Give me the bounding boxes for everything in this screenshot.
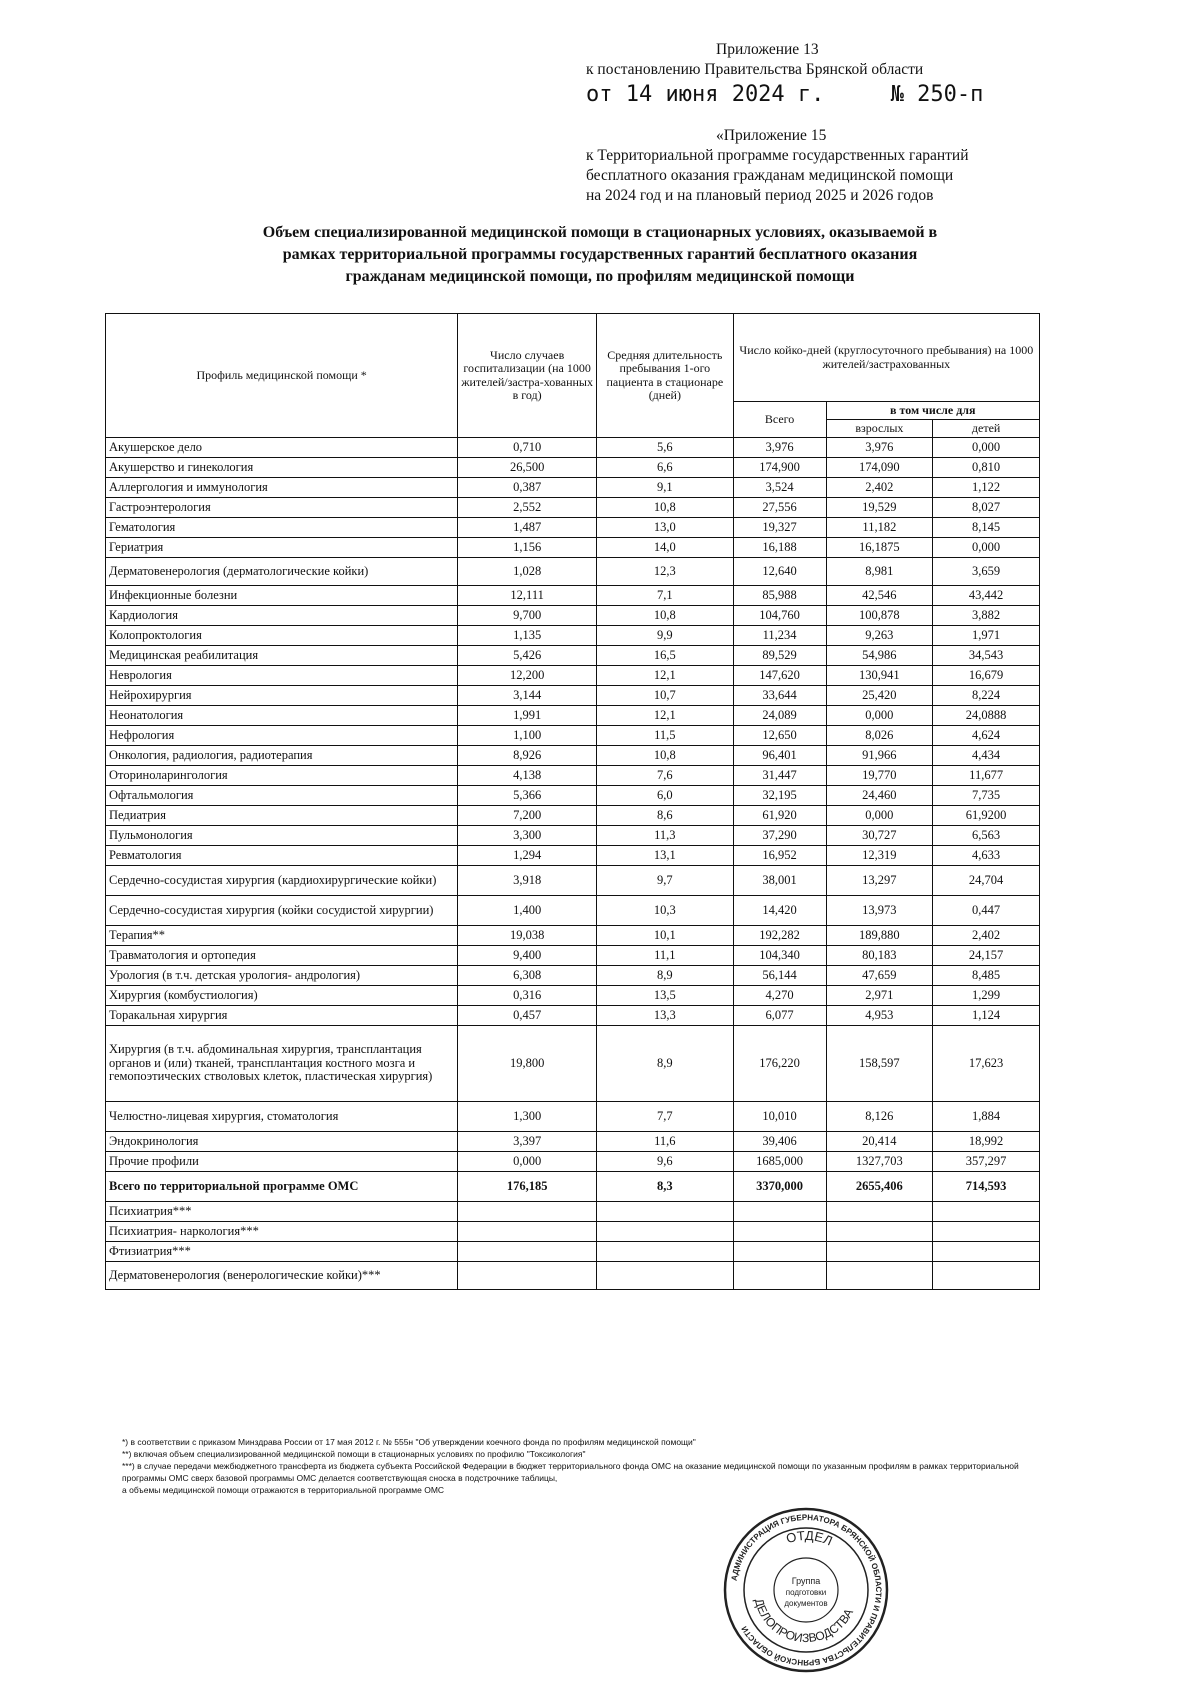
stamp-center-3: документов bbox=[784, 1599, 828, 1608]
adults-cell: 2655,406 bbox=[826, 1172, 933, 1202]
table-row bbox=[106, 1242, 1040, 1262]
adults-cell: 19,770 bbox=[826, 766, 933, 786]
total-cell: 96,401 bbox=[733, 746, 826, 766]
table-row bbox=[106, 1172, 1040, 1202]
avg-stay-cell: 12,3 bbox=[597, 558, 734, 586]
document-header bbox=[586, 40, 983, 206]
cases-cell: 3,918 bbox=[458, 866, 597, 896]
profile-cell: Акушерское дело bbox=[106, 438, 458, 458]
adults-cell: 8,026 bbox=[826, 726, 933, 746]
children-cell: 4,633 bbox=[933, 846, 1040, 866]
adults-cell: 1327,703 bbox=[826, 1152, 933, 1172]
children-cell: 61,9200 bbox=[933, 806, 1040, 826]
children-cell bbox=[933, 1242, 1040, 1262]
children-cell: 24,0888 bbox=[933, 706, 1040, 726]
avg-stay-cell: 5,6 bbox=[597, 438, 734, 458]
cases-cell: 0,387 bbox=[458, 478, 597, 498]
children-cell: 8,485 bbox=[933, 966, 1040, 986]
profile-cell: Дерматовенерология (дерматологические койки) bbox=[106, 558, 458, 586]
adults-cell: 12,319 bbox=[826, 846, 933, 866]
table-row bbox=[106, 666, 1040, 686]
header-total: Всего bbox=[733, 402, 826, 438]
table-row bbox=[106, 806, 1040, 826]
total-cell: 61,920 bbox=[733, 806, 826, 826]
cases-cell: 9,700 bbox=[458, 606, 597, 626]
table-row bbox=[106, 686, 1040, 706]
total-cell: 27,556 bbox=[733, 498, 826, 518]
adults-cell: 158,597 bbox=[826, 1026, 933, 1102]
children-cell: 4,434 bbox=[933, 746, 1040, 766]
children-cell: 43,442 bbox=[933, 586, 1040, 606]
children-cell bbox=[933, 1202, 1040, 1222]
avg-stay-cell: 10,1 bbox=[597, 926, 734, 946]
profile-cell: Аллергология и иммунология bbox=[106, 478, 458, 498]
avg-stay-cell: 10,7 bbox=[597, 686, 734, 706]
adults-cell: 189,880 bbox=[826, 926, 933, 946]
total-cell: 11,234 bbox=[733, 626, 826, 646]
cases-cell: 1,028 bbox=[458, 558, 597, 586]
avg-stay-cell: 6,0 bbox=[597, 786, 734, 806]
total-cell: 3370,000 bbox=[733, 1172, 826, 1202]
cases-cell bbox=[458, 1242, 597, 1262]
program-appendix-number: «Приложение 15 bbox=[716, 127, 827, 144]
header-avg-stay: Средняя длительность пребывания 1-ого пациента в стационаре (дней) bbox=[597, 314, 734, 438]
cases-cell: 1,135 bbox=[458, 626, 597, 646]
header-including: в том числе для bbox=[826, 402, 1040, 420]
cases-cell: 176,185 bbox=[458, 1172, 597, 1202]
table-row bbox=[106, 646, 1040, 666]
adults-cell: 42,546 bbox=[826, 586, 933, 606]
total-cell: 89,529 bbox=[733, 646, 826, 666]
document-title bbox=[100, 222, 1100, 288]
avg-stay-cell: 11,5 bbox=[597, 726, 734, 746]
children-cell bbox=[933, 1222, 1040, 1242]
total-cell: 192,282 bbox=[733, 926, 826, 946]
cases-cell: 1,300 bbox=[458, 1102, 597, 1132]
total-cell: 176,220 bbox=[733, 1026, 826, 1102]
children-cell: 8,224 bbox=[933, 686, 1040, 706]
table-row bbox=[106, 926, 1040, 946]
adults-cell: 4,953 bbox=[826, 1006, 933, 1026]
cases-cell: 7,200 bbox=[458, 806, 597, 826]
avg-stay-cell: 8,3 bbox=[597, 1172, 734, 1202]
program-reference-2: бесплатного оказания гражданам медицинской помощи bbox=[586, 167, 954, 184]
adults-cell: 13,297 bbox=[826, 866, 933, 896]
table-row bbox=[106, 826, 1040, 846]
total-cell: 12,650 bbox=[733, 726, 826, 746]
adults-cell bbox=[826, 1242, 933, 1262]
avg-stay-cell: 16,5 bbox=[597, 646, 734, 666]
adults-cell: 9,263 bbox=[826, 626, 933, 646]
avg-stay-cell bbox=[597, 1242, 734, 1262]
children-cell: 8,027 bbox=[933, 498, 1040, 518]
adults-cell: 8,981 bbox=[826, 558, 933, 586]
adults-cell: 30,727 bbox=[826, 826, 933, 846]
total-cell: 14,420 bbox=[733, 896, 826, 926]
total-cell: 3,524 bbox=[733, 478, 826, 498]
avg-stay-cell: 10,3 bbox=[597, 896, 734, 926]
profile-cell: Педиатрия bbox=[106, 806, 458, 826]
adults-cell: 13,973 bbox=[826, 896, 933, 926]
header-profile: Профиль медицинской помощи * bbox=[106, 314, 458, 438]
cases-cell: 26,500 bbox=[458, 458, 597, 478]
volume-table bbox=[105, 313, 1040, 1290]
profile-cell: Кардиология bbox=[106, 606, 458, 626]
avg-stay-cell: 12,1 bbox=[597, 666, 734, 686]
adults-cell: 3,976 bbox=[826, 438, 933, 458]
children-cell: 3,882 bbox=[933, 606, 1040, 626]
table-row bbox=[106, 626, 1040, 646]
avg-stay-cell: 13,3 bbox=[597, 1006, 734, 1026]
total-cell: 39,406 bbox=[733, 1132, 826, 1152]
profile-cell: Торакальная хирургия bbox=[106, 1006, 458, 1026]
title-line-2: рамках территориальной программы государственных гарантий бесплатного оказания bbox=[282, 246, 918, 263]
adults-cell: 11,182 bbox=[826, 518, 933, 538]
cases-cell: 1,294 bbox=[458, 846, 597, 866]
cases-cell bbox=[458, 1262, 597, 1290]
children-cell: 1,299 bbox=[933, 986, 1040, 1006]
profile-cell: Гастроэнтерология bbox=[106, 498, 458, 518]
cases-cell bbox=[458, 1202, 597, 1222]
avg-stay-cell bbox=[597, 1202, 734, 1222]
header-cases: Число случаев госпитализации (на 1000 жителей/застра-хованных в год) bbox=[458, 314, 597, 438]
cases-cell: 12,200 bbox=[458, 666, 597, 686]
children-cell: 0,810 bbox=[933, 458, 1040, 478]
profile-cell: Нефрология bbox=[106, 726, 458, 746]
cases-cell: 8,926 bbox=[458, 746, 597, 766]
table-row bbox=[106, 1222, 1040, 1242]
children-cell: 34,543 bbox=[933, 646, 1040, 666]
resolution-reference: к постановлению Правительства Брянской области bbox=[586, 61, 924, 78]
avg-stay-cell: 9,9 bbox=[597, 626, 734, 646]
program-reference-3: на 2024 год и на плановый период 2025 и 2026 годов bbox=[586, 187, 934, 204]
cases-cell: 1,400 bbox=[458, 896, 597, 926]
table-body bbox=[106, 438, 1040, 1290]
footnote-3: ***) в случае передачи межбюджетного трансферта из бюджета субъекта Российской Федерации в бюджет территориального фонда ОМС на оказание медицинской помощи по указанным профилям в рамках территориальной программы ОМС сверх базовой программы ОМС делается соответствующая сноска в подстрочнике таблицы, bbox=[122, 1461, 1019, 1483]
table-row bbox=[106, 458, 1040, 478]
avg-stay-cell: 13,5 bbox=[597, 986, 734, 1006]
profile-cell: Гематология bbox=[106, 518, 458, 538]
table-row bbox=[106, 986, 1040, 1006]
avg-stay-cell: 13,0 bbox=[597, 518, 734, 538]
stamp-center-2: подготовки bbox=[785, 1588, 827, 1597]
footnote-2: **) включая объем специализированной медицинской помощи в стационарных условиях по профилю "Токсикология" bbox=[122, 1449, 586, 1459]
profile-cell: Психиатрия- наркология*** bbox=[106, 1222, 458, 1242]
table-row bbox=[106, 1026, 1040, 1102]
adults-cell: 130,941 bbox=[826, 666, 933, 686]
adults-cell: 80,183 bbox=[826, 946, 933, 966]
table-row bbox=[106, 586, 1040, 606]
adults-cell: 2,402 bbox=[826, 478, 933, 498]
table-row bbox=[106, 786, 1040, 806]
profile-cell: Неврология bbox=[106, 666, 458, 686]
table-row bbox=[106, 766, 1040, 786]
cases-cell: 5,366 bbox=[458, 786, 597, 806]
total-cell: 56,144 bbox=[733, 966, 826, 986]
adults-cell bbox=[826, 1262, 933, 1290]
cases-cell: 0,710 bbox=[458, 438, 597, 458]
children-cell: 16,679 bbox=[933, 666, 1040, 686]
children-cell: 0,447 bbox=[933, 896, 1040, 926]
adults-cell bbox=[826, 1222, 933, 1242]
footnote-4: а объемы медицинской помощи отражаются в территориальной программе ОМС bbox=[122, 1485, 445, 1495]
total-cell: 104,340 bbox=[733, 946, 826, 966]
avg-stay-cell: 9,7 bbox=[597, 866, 734, 896]
adults-cell: 47,659 bbox=[826, 966, 933, 986]
cases-cell bbox=[458, 1222, 597, 1242]
total-cell: 24,089 bbox=[733, 706, 826, 726]
total-cell: 33,644 bbox=[733, 686, 826, 706]
program-reference-1: к Территориальной программе государственных гарантий bbox=[586, 147, 969, 164]
table-row bbox=[106, 606, 1040, 626]
avg-stay-cell: 9,6 bbox=[597, 1152, 734, 1172]
avg-stay-cell: 9,1 bbox=[597, 478, 734, 498]
total-cell: 147,620 bbox=[733, 666, 826, 686]
profile-cell: Дерматовенерология (венерологические койки)*** bbox=[106, 1262, 458, 1290]
table-row bbox=[106, 498, 1040, 518]
header-children: детей bbox=[933, 420, 1040, 438]
profile-cell: Акушерство и гинекология bbox=[106, 458, 458, 478]
adults-cell: 16,1875 bbox=[826, 538, 933, 558]
table-row bbox=[106, 1152, 1040, 1172]
profile-cell: Нейрохирургия bbox=[106, 686, 458, 706]
title-line-3: гражданам медицинской помощи, по профилям медицинской помощи bbox=[345, 268, 855, 285]
profile-cell: Хирургия (в т.ч. абдоминальная хирургия, трансплантация органов и (или) тканей, трансплантация костного мозга и гемопоэтических стволовых клеток, пластическая хирургия) bbox=[106, 1026, 458, 1102]
cases-cell: 3,397 bbox=[458, 1132, 597, 1152]
total-cell: 12,640 bbox=[733, 558, 826, 586]
cases-cell: 4,138 bbox=[458, 766, 597, 786]
avg-stay-cell: 11,1 bbox=[597, 946, 734, 966]
avg-stay-cell: 7,1 bbox=[597, 586, 734, 606]
adults-cell: 54,986 bbox=[826, 646, 933, 666]
total-cell: 31,447 bbox=[733, 766, 826, 786]
adults-cell: 100,878 bbox=[826, 606, 933, 626]
cases-cell: 1,156 bbox=[458, 538, 597, 558]
adults-cell: 91,966 bbox=[826, 746, 933, 766]
table-row bbox=[106, 558, 1040, 586]
table-row bbox=[106, 746, 1040, 766]
avg-stay-cell: 14,0 bbox=[597, 538, 734, 558]
adults-cell: 20,414 bbox=[826, 1132, 933, 1152]
profile-cell: Гериатрия bbox=[106, 538, 458, 558]
official-stamp bbox=[722, 1506, 890, 1674]
total-cell bbox=[733, 1242, 826, 1262]
children-cell: 357,297 bbox=[933, 1152, 1040, 1172]
profile-cell: Сердечно-сосудистая хирургия (койки сосудистой хирургии) bbox=[106, 896, 458, 926]
profile-cell: Эндокринология bbox=[106, 1132, 458, 1152]
table-row bbox=[106, 866, 1040, 896]
table-row bbox=[106, 896, 1040, 926]
avg-stay-cell: 12,1 bbox=[597, 706, 734, 726]
children-cell: 2,402 bbox=[933, 926, 1040, 946]
profile-cell: Травматология и ортопедия bbox=[106, 946, 458, 966]
avg-stay-cell: 6,6 bbox=[597, 458, 734, 478]
total-cell: 85,988 bbox=[733, 586, 826, 606]
profile-cell: Ревматология bbox=[106, 846, 458, 866]
children-cell: 714,593 bbox=[933, 1172, 1040, 1202]
adults-cell: 0,000 bbox=[826, 706, 933, 726]
total-cell: 1685,000 bbox=[733, 1152, 826, 1172]
total-cell: 16,188 bbox=[733, 538, 826, 558]
cases-cell: 1,100 bbox=[458, 726, 597, 746]
adults-cell: 25,420 bbox=[826, 686, 933, 706]
table-row bbox=[106, 966, 1040, 986]
avg-stay-cell: 7,6 bbox=[597, 766, 734, 786]
avg-stay-cell bbox=[597, 1262, 734, 1290]
cases-cell: 6,308 bbox=[458, 966, 597, 986]
resolution-date-number: от 14 июня 2024 г. № 250-п bbox=[586, 82, 984, 107]
table-row bbox=[106, 1006, 1040, 1026]
adults-cell: 19,529 bbox=[826, 498, 933, 518]
avg-stay-cell: 8,9 bbox=[597, 966, 734, 986]
adults-cell: 8,126 bbox=[826, 1102, 933, 1132]
profile-cell: Медицинская реабилитация bbox=[106, 646, 458, 666]
profile-cell: Инфекционные болезни bbox=[106, 586, 458, 606]
header-adults: взрослых bbox=[826, 420, 933, 438]
avg-stay-cell: 13,1 bbox=[597, 846, 734, 866]
stamp-outer-text: АДМИНИСТРАЦИЯ ГУБЕРНАТОРА БРЯНСКОЙ ОБЛАСТИ И ПРАВИТЕЛЬСТВА БРЯНСКОЙ ОБЛАСТИ bbox=[729, 1512, 884, 1668]
cases-cell: 0,316 bbox=[458, 986, 597, 1006]
table-row bbox=[106, 438, 1040, 458]
total-cell: 4,270 bbox=[733, 986, 826, 1006]
profile-cell: Всего по территориальной программе ОМС bbox=[106, 1172, 458, 1202]
profile-cell: Хирургия (комбустиология) bbox=[106, 986, 458, 1006]
children-cell: 1,884 bbox=[933, 1102, 1040, 1132]
children-cell: 1,124 bbox=[933, 1006, 1040, 1026]
avg-stay-cell: 8,6 bbox=[597, 806, 734, 826]
avg-stay-cell: 11,6 bbox=[597, 1132, 734, 1152]
children-cell: 24,704 bbox=[933, 866, 1040, 896]
cases-cell: 0,457 bbox=[458, 1006, 597, 1026]
cases-cell: 1,487 bbox=[458, 518, 597, 538]
stamp-center-1: Группа bbox=[791, 1576, 821, 1586]
total-cell bbox=[733, 1222, 826, 1242]
profile-cell: Онкология, радиология, радиотерапия bbox=[106, 746, 458, 766]
children-cell: 0,000 bbox=[933, 538, 1040, 558]
avg-stay-cell: 7,7 bbox=[597, 1102, 734, 1132]
children-cell: 11,677 bbox=[933, 766, 1040, 786]
children-cell: 24,157 bbox=[933, 946, 1040, 966]
cases-cell: 2,552 bbox=[458, 498, 597, 518]
total-cell: 3,976 bbox=[733, 438, 826, 458]
total-cell: 6,077 bbox=[733, 1006, 826, 1026]
cases-cell: 5,426 bbox=[458, 646, 597, 666]
stamp-dept-top: ОТДЕЛ bbox=[784, 1527, 835, 1549]
cases-cell: 9,400 bbox=[458, 946, 597, 966]
children-cell: 4,624 bbox=[933, 726, 1040, 746]
total-cell: 19,327 bbox=[733, 518, 826, 538]
cases-cell: 12,111 bbox=[458, 586, 597, 606]
table-row bbox=[106, 726, 1040, 746]
total-cell: 174,900 bbox=[733, 458, 826, 478]
adults-cell: 2,971 bbox=[826, 986, 933, 1006]
total-cell: 104,760 bbox=[733, 606, 826, 626]
adults-cell: 24,460 bbox=[826, 786, 933, 806]
children-cell: 0,000 bbox=[933, 438, 1040, 458]
profile-cell: Сердечно-сосудистая хирургия (кардиохирургические койки) bbox=[106, 866, 458, 896]
cases-cell: 19,038 bbox=[458, 926, 597, 946]
total-cell bbox=[733, 1262, 826, 1290]
table-row bbox=[106, 1132, 1040, 1152]
total-cell: 32,195 bbox=[733, 786, 826, 806]
table-row bbox=[106, 1102, 1040, 1132]
cases-cell: 0,000 bbox=[458, 1152, 597, 1172]
children-cell: 1,971 bbox=[933, 626, 1040, 646]
profile-cell: Психиатрия*** bbox=[106, 1202, 458, 1222]
total-cell bbox=[733, 1202, 826, 1222]
cases-cell: 1,991 bbox=[458, 706, 597, 726]
cases-cell: 19,800 bbox=[458, 1026, 597, 1102]
profile-cell: Офтальмология bbox=[106, 786, 458, 806]
footnote-1: *) в соответствии с приказом Минздрава России от 17 мая 2012 г. № 555н "Об утверждении коечного фонда по профилям медицинской помощи" bbox=[122, 1437, 696, 1447]
children-cell: 17,623 bbox=[933, 1026, 1040, 1102]
total-cell: 16,952 bbox=[733, 846, 826, 866]
children-cell: 18,992 bbox=[933, 1132, 1040, 1152]
profile-cell: Урология (в т.ч. детская урология- андрология) bbox=[106, 966, 458, 986]
avg-stay-cell: 10,8 bbox=[597, 498, 734, 518]
title-line-1: Объем специализированной медицинской помощи в стационарных условиях, оказываемой в bbox=[262, 224, 938, 241]
children-cell: 7,735 bbox=[933, 786, 1040, 806]
table-row bbox=[106, 706, 1040, 726]
profile-cell: Пульмонология bbox=[106, 826, 458, 846]
table-row bbox=[106, 1202, 1040, 1222]
profile-cell: Неонатология bbox=[106, 706, 458, 726]
children-cell: 8,145 bbox=[933, 518, 1040, 538]
profile-cell: Фтизиатрия*** bbox=[106, 1242, 458, 1262]
children-cell: 3,659 bbox=[933, 558, 1040, 586]
children-cell: 1,122 bbox=[933, 478, 1040, 498]
adults-cell bbox=[826, 1202, 933, 1222]
table-row bbox=[106, 478, 1040, 498]
appendix-number: Приложение 13 bbox=[716, 41, 819, 58]
profile-cell: Терапия** bbox=[106, 926, 458, 946]
total-cell: 10,010 bbox=[733, 1102, 826, 1132]
table-row bbox=[106, 1262, 1040, 1290]
avg-stay-cell bbox=[597, 1222, 734, 1242]
avg-stay-cell: 10,8 bbox=[597, 746, 734, 766]
adults-cell: 0,000 bbox=[826, 806, 933, 826]
profile-cell: Прочие профили bbox=[106, 1152, 458, 1172]
total-cell: 37,290 bbox=[733, 826, 826, 846]
table-row bbox=[106, 846, 1040, 866]
table-row bbox=[106, 518, 1040, 538]
total-cell: 38,001 bbox=[733, 866, 826, 896]
cases-cell: 3,300 bbox=[458, 826, 597, 846]
avg-stay-cell: 11,3 bbox=[597, 826, 734, 846]
cases-cell: 3,144 bbox=[458, 686, 597, 706]
profile-cell: Челюстно-лицевая хирургия, стоматология bbox=[106, 1102, 458, 1132]
avg-stay-cell: 8,9 bbox=[597, 1026, 734, 1102]
header-bed-days: Число койко-дней (круглосуточного пребывания) на 1000 жителей/застрахованных bbox=[733, 314, 1039, 402]
children-cell: 6,563 bbox=[933, 826, 1040, 846]
avg-stay-cell: 10,8 bbox=[597, 606, 734, 626]
children-cell bbox=[933, 1262, 1040, 1290]
stamp-dept-bottom: ДЕЛОПРОИЗВОДСТВА bbox=[751, 1596, 857, 1646]
profile-cell: Оториноларингология bbox=[106, 766, 458, 786]
table-row bbox=[106, 538, 1040, 558]
adults-cell: 174,090 bbox=[826, 458, 933, 478]
table-row bbox=[106, 946, 1040, 966]
footnotes bbox=[122, 1436, 1042, 1496]
profile-cell: Колопроктология bbox=[106, 626, 458, 646]
